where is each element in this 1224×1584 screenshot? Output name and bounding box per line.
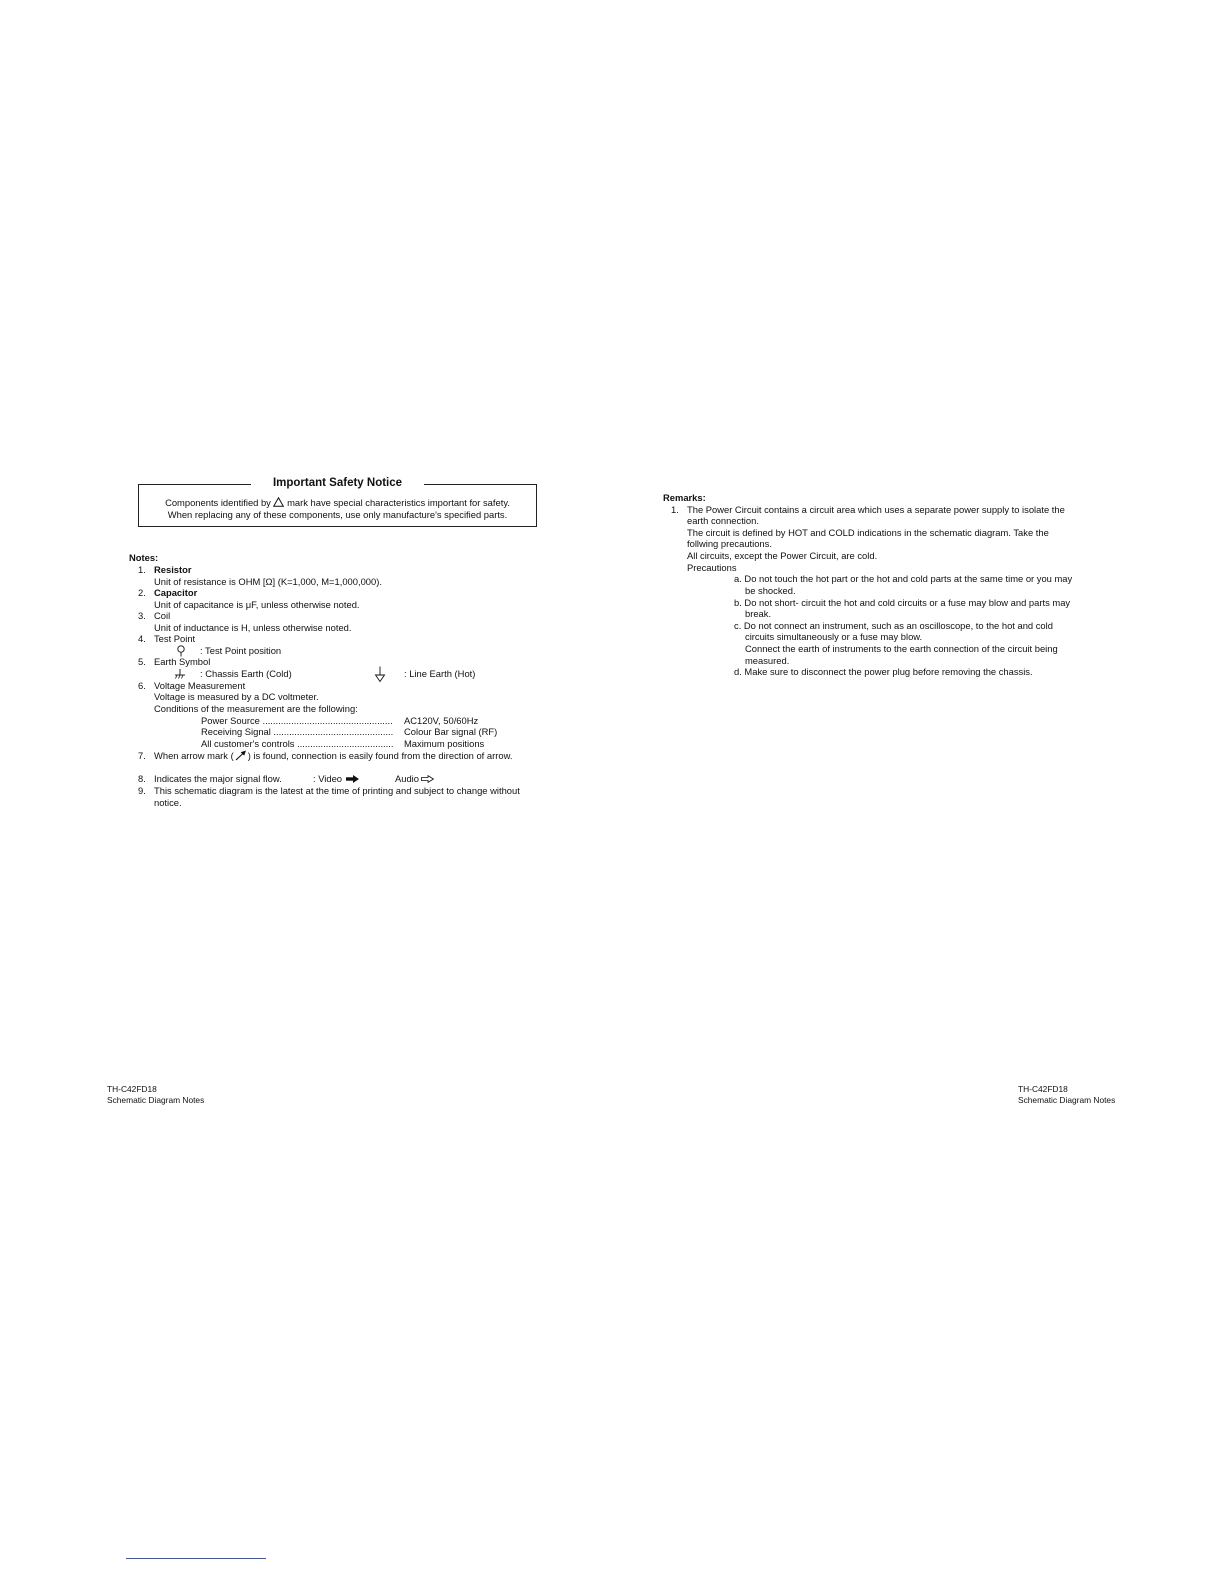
audio-arrow-icon — [421, 775, 434, 783]
precaution-b-line-1: b. Do not short- circuit the hot and cold circuits or a fuse may blow and parts may — [734, 597, 1071, 608]
note-number-6: 6. — [138, 680, 146, 691]
earth-symbol-title: Earth Symbol — [154, 656, 211, 667]
note-number-8: 8. — [138, 773, 146, 784]
latest-note-line-2: notice. — [154, 797, 182, 808]
safety-notice-line-2: When replacing any of these components, use only manufacture's specified parts. — [167, 509, 508, 520]
precaution-b-line-2: break. — [745, 608, 772, 619]
safety-notice-line-1: Components identified by mark have special characteristics important for safety. — [165, 497, 510, 508]
chassis-earth-label: : Chassis Earth (Cold) — [200, 668, 292, 679]
signal-flow-text: Indicates the major signal flow. — [154, 773, 282, 784]
precaution-c-line-2: circuits simultaneously or a fuse may blow. — [745, 631, 923, 642]
chassis-earth-icon — [174, 668, 186, 680]
remark-line-2: earth connection. — [687, 515, 759, 526]
condition-value-2: Colour Bar signal (RF) — [404, 726, 498, 737]
condition-label-1: Power Source .................................................. — [201, 715, 393, 726]
note-number-2: 2. — [138, 587, 146, 598]
resistor-title: Resistor — [154, 564, 192, 575]
safety-notice-title: Important Safety Notice — [139, 476, 536, 490]
remark-line-4: follwing precautions. — [687, 538, 772, 549]
bottom-divider — [126, 1558, 266, 1559]
footer-right-title: Schematic Diagram Notes — [1018, 1095, 1116, 1105]
condition-value-3: Maximum positions — [404, 738, 485, 749]
remark-line-3: The circuit is defined by HOT and COLD indications in the schematic diagram. Take the — [687, 527, 1049, 538]
resistor-body: Unit of resistance is OHM [Ω] (K=1,000, M=1,000,000). — [154, 576, 382, 587]
remarks-heading: Remarks: — [663, 492, 706, 503]
capacitor-title: Capacitor — [154, 587, 198, 598]
arrow-mark-note: When arrow mark ( ) is found, connection is easily found from the direction of arrow. — [154, 750, 512, 764]
remark-line-5: All circuits, except the Power Circuit, are cold. — [687, 550, 878, 561]
precaution-c-line-4: measured. — [745, 655, 790, 666]
note-number-3: 3. — [138, 610, 146, 621]
voltage-body-2: Conditions of the measurement are the following: — [154, 703, 358, 714]
voltage-body-1: Voltage is measured by a DC voltmeter. — [154, 691, 319, 702]
video-arrow-icon — [346, 775, 359, 783]
line-earth-icon — [374, 666, 386, 683]
condition-label-3: All customer's controls ..................................... — [201, 738, 394, 749]
notes-heading: Notes: — [129, 552, 159, 563]
latest-note-line-1: This schematic diagram is the latest at the time of printing and subject to change without — [154, 785, 520, 796]
arrow-mark-icon — [235, 750, 247, 764]
precaution-c-line-3: Connect the earth of instruments to the earth connection of the circuit being — [745, 643, 1058, 654]
voltage-title: Voltage Measurement — [154, 680, 246, 691]
capacitor-body: Unit of capacitance is μF, unless otherwise noted. — [154, 599, 360, 610]
precaution-a-line-1: a. Do not touch the hot part or the hot and cold parts at the same time or you may — [734, 573, 1073, 584]
footer-left-model: TH-C42FD18 — [107, 1084, 157, 1094]
note-number-1: 1. — [138, 564, 146, 575]
precaution-c-line-1: c. Do not connect an instrument, such as an oscilloscope, to the hot and cold — [734, 620, 1053, 631]
condition-value-1: AC120V, 50/60Hz — [404, 715, 479, 726]
footer-left-title: Schematic Diagram Notes — [107, 1095, 205, 1105]
note-number-5: 5. — [138, 656, 146, 667]
precaution-a-line-2: be shocked. — [745, 585, 796, 596]
test-point-body: : Test Point position — [200, 645, 282, 656]
note-number-4: 4. — [138, 633, 146, 644]
remark-number-1: 1. — [671, 504, 679, 515]
line-earth-label: : Line Earth (Hot) — [404, 668, 476, 679]
video-label: : Video — [313, 773, 343, 784]
precautions-heading: Precautions — [687, 562, 737, 573]
test-point-title: Test Point — [154, 633, 196, 644]
audio-label: Audio — [395, 773, 419, 784]
remark-line-1: The Power Circuit contains a circuit area which uses a separate power supply to isolate the — [687, 504, 1065, 515]
condition-label-2: Receiving Signal .............................................. — [201, 726, 394, 737]
coil-title: Coil — [154, 610, 171, 621]
note-number-9: 9. — [138, 785, 146, 796]
safety-notice-box — [138, 477, 537, 527]
note-number-7: 7. — [138, 750, 146, 761]
coil-body: Unit of inductance is H, unless otherwise noted. — [154, 622, 352, 633]
footer-right-model: TH-C42FD18 — [1018, 1084, 1068, 1094]
precaution-d-line-1: d. Make sure to disconnect the power plug before removing the chassis. — [734, 666, 1033, 677]
warning-triangle-icon — [273, 497, 284, 510]
